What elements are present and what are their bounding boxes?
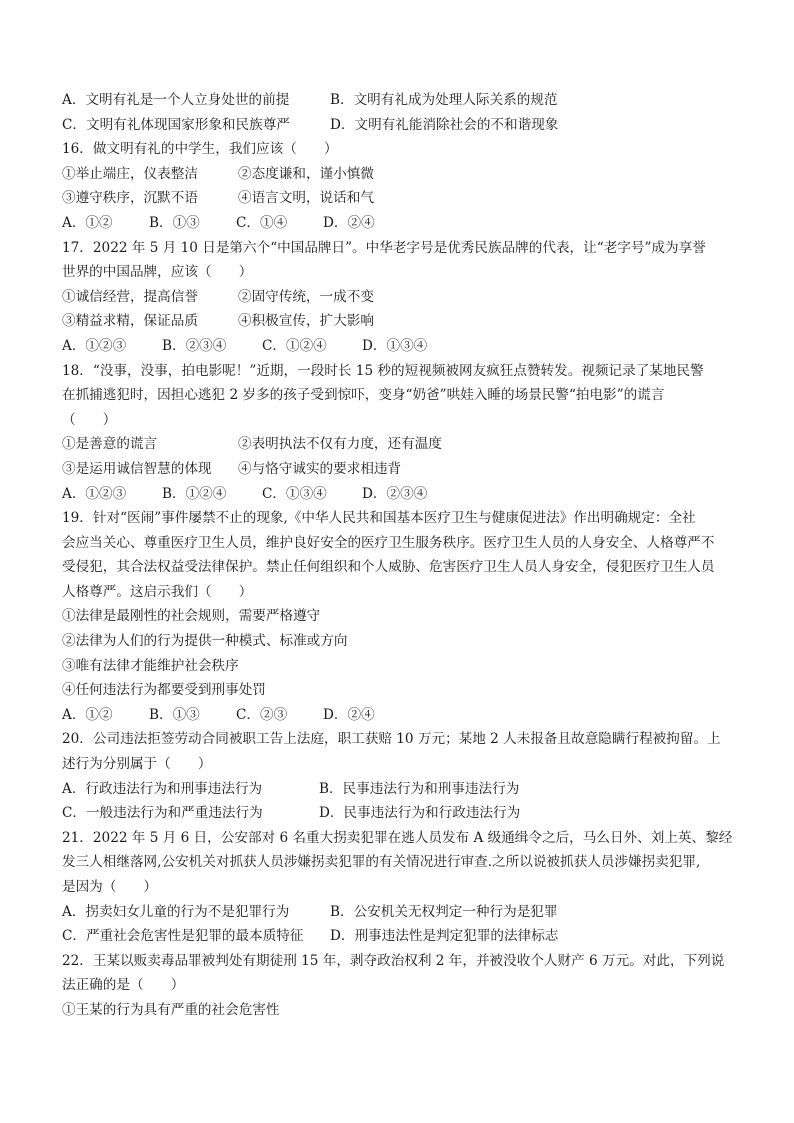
- q21-option-a: A．拐卖妇女儿童的行为不是犯罪行为: [62, 903, 290, 920]
- q20-stem-line-2: 述行为分别属于（ ）: [62, 756, 212, 773]
- q20-option-b: B．民事违法行为和刑事违法行为: [319, 780, 520, 797]
- q18-stem-line-1: 18．“没事，没事，拍电影呢！”近期，一段时长 15 秒的短视频被网友疯狂点赞转发。视频记录了某地民警: [62, 362, 704, 379]
- q15-options-row-2: [62, 113, 746, 138]
- q19-options: [62, 703, 746, 728]
- q21-options-row-2: [62, 924, 746, 949]
- q19-item-1: ①法律是最刚性的社会规则，需要严格遵守: [62, 608, 321, 625]
- q18-option-b: B．①②④: [162, 485, 227, 502]
- q16-item-2: ②态度谦和，谨小慎微: [238, 165, 374, 182]
- q19-stem-line-3: 受侵犯，其合法权益受法律保护。禁止任何组织和个人威胁、危害医疗卫生人员人身安全，侵犯医疗卫生人员: [62, 559, 715, 576]
- q16-item-3: ③遵守秩序，沉默不语: [62, 190, 198, 207]
- q18-item-1: ①是善意的谎言: [62, 436, 158, 453]
- q18-items-row-2: [62, 457, 746, 482]
- q19-item-2: ②法律为人们的行为提供一种模式、标准或方向: [62, 633, 348, 650]
- q20-options-row-2: [62, 801, 746, 826]
- q19-item-3: ③唯有法律才能维护社会秩序: [62, 657, 239, 674]
- q15-option-c: C．文明有礼体现国家形象和民族尊严: [62, 116, 290, 133]
- q17-stem-line-2: 世界的中国品牌，应该（ ）: [62, 264, 253, 281]
- q16-items-row-1: [62, 162, 746, 187]
- q19-stem-line-1: 19．针对“医闹”事件屡禁不止的现象,《中华人民共和国基本医疗卫生与健康促进法》作出明确规定：全社: [62, 510, 696, 527]
- q21-option-b: B．公安机关无权判定一种行为是犯罪: [330, 903, 558, 920]
- q15-options-row-1: [62, 88, 746, 113]
- q16-options: [62, 211, 746, 236]
- q17-option-c: C．①②④: [262, 337, 327, 354]
- q17-item-2: ②固守传统，一成不变: [238, 288, 374, 305]
- q18-stem-line-3: （ ）: [62, 411, 117, 428]
- q19-option-b: B．①③: [149, 706, 200, 723]
- q21-options-row-1: [62, 900, 746, 925]
- q16-option-c: C．①④: [236, 214, 288, 231]
- q21-option-c: C．严重社会危害性是犯罪的最本质特征: [62, 928, 304, 945]
- q16-option-d: D．②④: [323, 214, 375, 231]
- q22-stem-line-2: 法正确的是（ ）: [62, 977, 185, 994]
- q19-option-d: D．②④: [323, 706, 375, 723]
- q20-option-c: C．一般违法行为和严重违法行为: [62, 805, 263, 822]
- q21-stem-line-2: 发三人相继落网,公安机关对抓获人员涉嫌拐卖犯罪的有关情况进行审查.之所以说被抓获人员涉嫌拐卖犯罪,: [62, 854, 701, 871]
- q18-item-2: ②表明执法不仅有力度，还有温度: [238, 436, 442, 453]
- q18-option-c: C．①③④: [262, 485, 327, 502]
- q17-option-a: A．①②③: [62, 337, 127, 354]
- q18-items-row-1: [62, 432, 746, 457]
- q17-item-4: ④积极宣传，扩大影响: [238, 313, 374, 330]
- q18-options: [62, 482, 746, 507]
- q18-option-d: D．②③④: [362, 485, 428, 502]
- q18-item-4: ④与恪守诚实的要求相违背: [238, 460, 402, 477]
- q17-option-d: D．①③④: [362, 337, 428, 354]
- q15-option-d: D．文明有礼能消除社会的不和谐现象: [330, 116, 559, 133]
- q17-item-3: ③精益求精，保证品质: [62, 313, 198, 330]
- q17-items-row-2: [62, 309, 746, 334]
- q21-option-d: D．刑事违法性是判定犯罪的法律标志: [330, 928, 559, 945]
- q17-option-b: B．②③④: [162, 337, 227, 354]
- q19-stem-line-4: 人格尊严。这启示我们（ ）: [62, 583, 253, 600]
- q21-stem-line-1: 21．2022 年 5 月 6 日，公安部对 6 名重大拐卖犯罪在逃人员发布 A 级通缉令之后，马么日外、刘上英、黎经: [62, 829, 733, 846]
- q17-items-row-1: [62, 285, 746, 310]
- q19-option-c: C．②③: [236, 706, 288, 723]
- q22-stem-line-1: 22．王某以贩卖毒品罪被判处有期徒刑 15 年，剥夺政治权利 2 年，并被没收个人财产 6 万元。对此，下列说: [62, 952, 725, 969]
- q20-option-a: A．行政违法行为和刑事违法行为: [62, 780, 263, 797]
- q19-option-a: A．①②: [62, 706, 113, 723]
- q16-option-b: B．①③: [149, 214, 200, 231]
- q19-stem-line-2: 会应当关心、尊重医疗卫生人员，维护良好安全的医疗卫生服务秩序。医疗卫生人员的人身安全、人格尊严不: [62, 534, 715, 551]
- exam-page: [62, 88, 746, 1023]
- q22-item-1: ①王某的行为具有严重的社会危害性: [62, 1001, 280, 1018]
- q21-stem-line-3: 是因为（ ）: [62, 879, 158, 895]
- q20-option-d: D．民事违法行为和行政违法行为: [319, 805, 521, 822]
- q18-stem-line-2: 在抓捕逃犯时，因担心逃犯 2 岁多的孩子受到惊吓，变身“奶爸”哄娃入睡的场景民警“拍电影”的谎言: [62, 387, 665, 404]
- q17-stem-line-1: 17．2022 年 5 月 10 日是第六个“中国品牌日”。中华老字号是优秀民族品牌的代表，让“老字号”成为享誉: [62, 239, 706, 256]
- q19-item-4: ④任何违法行为都要受到刑事处罚: [62, 682, 266, 699]
- q16-item-1: ①举止端庄，仪表整洁: [62, 165, 198, 182]
- q18-item-3: ③是运用诚信智慧的体现: [62, 460, 212, 477]
- q17-options: [62, 334, 746, 359]
- q20-options-row-1: [62, 777, 746, 802]
- q15-option-b: B．文明有礼成为处理人际关系的规范: [330, 92, 558, 108]
- q16-option-a: A．①②: [62, 214, 113, 231]
- q16-items-row-2: [62, 186, 746, 211]
- q16-stem: 16．做文明有礼的中学生，我们应该（ ）: [62, 141, 338, 158]
- q18-option-a: A．①②③: [62, 485, 127, 502]
- q20-stem-line-1: 20．公司违法拒签劳动合同被职工告上法庭，职工获赔 10 万元；某地 2 人未报备且故意隐瞒行程被拘留。上: [62, 731, 721, 748]
- q16-item-4: ④语言文明，说话和气: [238, 190, 374, 207]
- q15-option-a: A．文明有礼是一个人立身处世的前提: [62, 92, 290, 108]
- q17-item-1: ①诚信经营，提高信誉: [62, 288, 198, 305]
